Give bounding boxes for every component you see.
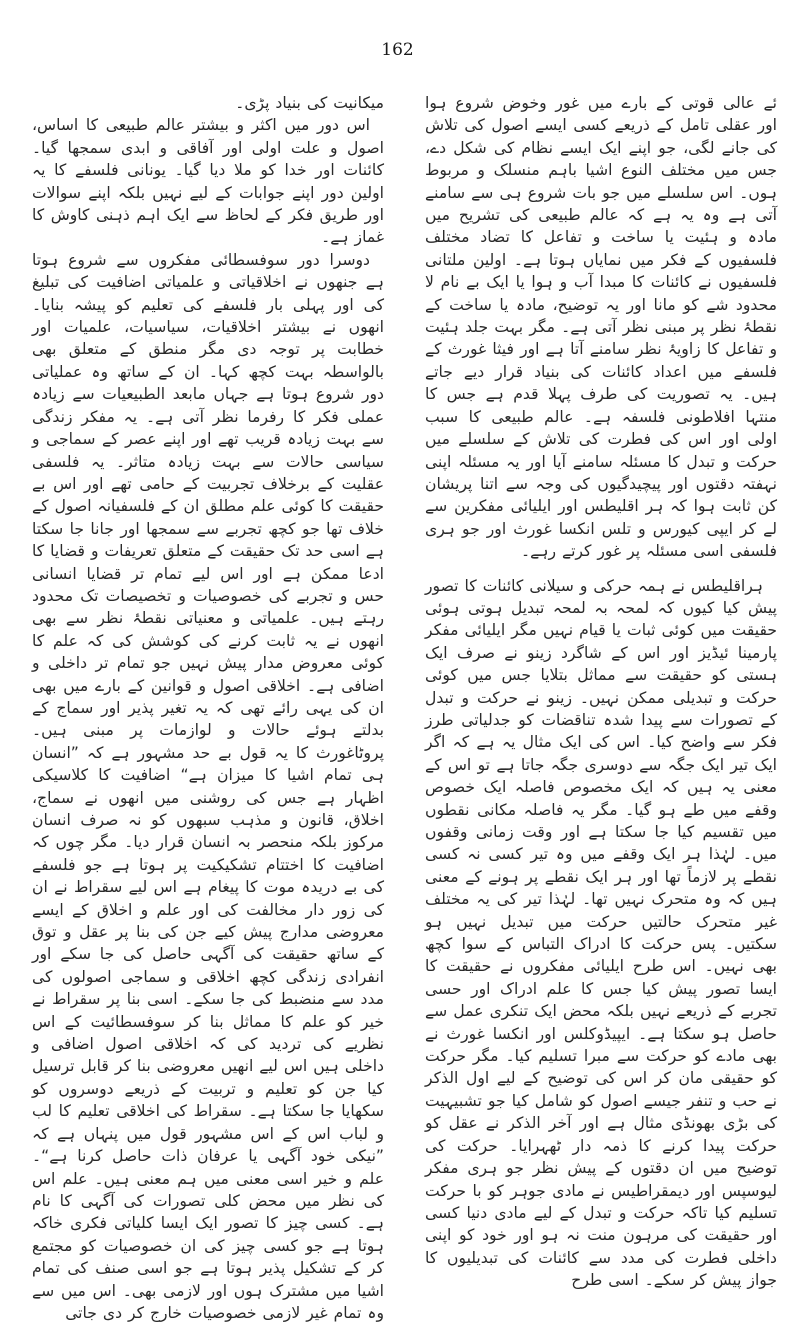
paragraph: میکانیت کی بنیاد پڑی۔ [235,94,384,112]
page-number: 162 [381,40,414,60]
paragraph: ہراقلیطس نے ہمہ حرکی و سیلانی کائنات کا تصور پیش کیا کیوں کہ لمحہ بہ لمحہ تبدیل ہوتی ہوئی حقیقت میں کوئی ثبات یا قیام نہیں مگر ایلیائی مفکر پارمینا ئیڈیز اور اس کے شاگرد زینو نے صرف ایک ہستی کو حقیقت سے مماثل بتلایا جس میں کوئی حرکت و تبدیلی ممکن نہیں۔ زینو نے حرکت و تبدل کے تصورات سے پیدا شدہ تناقضات کو جدلیاتی طرز فکر سے واضح کیا۔ اس کی ایک مثال یہ ہے کہ اگر ایک تیر ایک جگہ سے دوسری جگہ جاتا ہے تو اس کے معنی یہ ہیں کہ ایک مخصوص فاصلہ ایک خصوص وقفے میں طے ہو گیا۔ مگر یہ فاصلہ مکانی نقطوں میں تقسیم کیا جا سکتا ہے اور وقت زمانی وقفوں میں۔ لہٰذا ہر ایک وقفے میں وہ تیر کسی نہ کسی نقطے پر لازماً تھا اور ہر ایک نقطے پر ہونے کے معنی ہیں کہ وہ متحرک نہیں تھا۔ لہٰذا تیر کی یہ مختلف غیر متحرک حالتیں حرکت میں تبدیل نہیں ہو سکتیں۔ پس حرکت کا ادراک التباس کے سوا کچھ بھی نہیں۔ اس طرح ایلیائی مفکروں نے حقیقت کا ایسا تصور پیش کیا جس کا علم ادراک اور حسی تجربے کے ذریعے نہیں بلکہ محض ایک تنکری عمل سے حاصل ہو سکتا ہے۔ ایپیڈوکلس اور انکسا غورث نے بھی مادے کو حرکت سے مبرا تسلیم کیا۔ مگر حرکت کو حقیقی مان کر اس کی توضیح کے لیے اول الذکر نے حب و تنفر جیسے اصول کو شامل کیا جو تشبیہیت کی بڑی بھونڈی مثال ہے اور آخر الذکر نے عقل کو حرکت پیدا کرنے کا ذمہ دار ٹھہرایا۔ حرکت کی توضیح میں ان دقتوں کے پیش نظر جو ہری مفکر لیوسپس اور دیمقراطیس نے مادی جوہر کو با حرکت تسلیم کیا تاکہ حرکت و تبدل کے لیے مادی دنیا کسی اور حقیقت کی مرہون منت نہ ہو اور خود کو اپنی داخلی فطرت کی مدد سے کائنات کی تبدیلیوں کا جواز پیش کر سکے۔ اسی طرح [425,576,777,1290]
paragraph: اس دور میں اکثر و بیشتر عالم طبیعی کا اساس، اصول و علت اولی اور آفاقی و ابدی سمجھا گیا۔ کائنات اور خدا کو ملا دیا گیا۔ یونانی فلسفے کا یہ اولین دور اپنے جوابات کے لیے نہیں بلکہ اپنے سوالات اور طریق فکر کے لحاظ سے ایک اہم ذہنی کاوش کا غماز ہے۔ [32,116,384,247]
text-column-right [425,92,777,1292]
paragraph: ئے عالی قوتی کے بارے میں غور وخوض شروع ہوا اور عقلی تامل کے ذریعے کسی ایسے اصول کی تلاش کی جانے لگی، جو اپنے ایک ایسے نظام کی شکل دے، جس میں مختلف النوع اشیا باہم منسلک و مربوط ہوں۔ اس سلسلے میں جو بات شروع ہی سے سامنے آتی ہے وہ یہ ہے کہ عالم طبیعی کی تشریح میں مادہ و ہئیت یا ساخت و تفاعل کا تضاد مختلف فلسفیوں کے فکر میں نمایاں ہوتا ہے۔ اولین ملتانی فلسفیوں نے کائنات کا مبدا آب و ہوا یا ایک بے نام لا محدود شے کو مانا اور یہ توضیح، مادہ یا ساخت کے نقطۂ نظر پر مبنی نظر آتی ہے۔ مگر بہت جلد ہئیت و تفاعل کا زاویۂ نظر سامنے آتا ہے اور فیثا غورث کے فلسفے میں اعداد کائنات کی بنیاد قرار دیے جاتے ہیں۔ یہ تصوریت کی طرف پہلا قدم ہے جس کا منتہا افلاطونی فلسفہ ہے۔ عالم طبیعی کا سبب اولی اور اس کی فطرت کی تلاش کے سلسلے میں حرکت و تبدل کا مسئلہ سامنے آیا اور یہ مسئلہ اپنی نہفتہ دقتوں اور پیچیدگیوں کی وجہ سے اتنا پریشان کن ثابت ہوا کہ ہر اقلیطس اور ایلیائی مفکرین سے لے کر ایپی کیورس و تلس انکسا غورث اور جو ہری فلسفی اسی مسئلہ پر غور کرتے رہے۔ [425,94,777,561]
paragraph: دوسرا دور سوفسطائی مفکروں سے شروع ہوتا ہے جنھوں نے اخلاقیاتی و علمیاتی اضافیت کی تبلیغ کی اور پہلی بار فلسفے کی تعلیم کو پیشہ بنایا۔ انھوں نے بیشتر اخلاقیات، سیاسیات، علمیات اور خطابت پر توجہ دی مگر منطق کے متعلق بھی بالواسطہ بہت کچھ کہا۔ ان کے ساتھ وہ عملیاتی دور شروع ہوتا ہے جہاں مابعد الطبیعیات سے زیادہ عملی فکر کا رفرما نظر آتی ہے۔ یہ مفکر زندگی سے بہت زیادہ قریب تھے اور اپنے عصر کے سماجی و سیاسی حالات سے بہت زیادہ متاثر۔ یہ فلسفی عقلیت کے برخلاف تجربیت کے حامی تھے اور اس بے حقیقت کا کوئی علم مطلق ان کے فلسفیانہ اصول کے خلاف تھا جو کچھ تجربے سے سمجھا اور جانا جا سکتا ہے اسی حد تک حقیقت کے متعلق تعریفات و قضایا کا ادعا ممکن ہے اور اس لیے تمام تر قضایا انسانی حس و تجربے کی خصوصیات و تخصیصات تک محدود رہتے ہیں۔ علمیاتی و معنیاتی نقطۂ نظر سے بھی انھوں نے یہ ثابت کرنے کی کوشش کی کہ علم کا کوئی معروض مدار پیش نہیں جو تمام تر داخلی و اضافی ہے۔ اخلاقی اصول و قوانین کے بارے میں بھی ان کی یہی رائے تھی کہ یہ تغیر پذیر اور سماج کے بدلتے ہوئے حالات و لوازمات پر مبنی ہیں۔ پروٹاغورث کا یہ قول بے حد مشہور ہے کہ ”انسان ہی تمام اشیا کا میزان ہے“ اضافیت کا کلاسیکی اظہار ہے جس کی روشنی میں انھوں نے سماج، اخلاق، قانون و مذہب سبھوں کو نہ صرف انسان مرکوز بلکہ منحصر بہ انسان قرار دیا۔ مگر چوں کہ اضافیت کا اختتام تشکیکیت پر ہوتا ہے جو فلسفے کی بے دریدہ موت کا پیغام ہے اس لیے سقراط نے ان کی زور دار مخالفت کی اور علم و اخلاق کے ایسے معروضی مدارج پیش کیے جن کی بنا پر عقل و توق کے ساتھ حقیقت کی آگہی حاصل کی جا سکے اور انفرادی زندگی کچھ اخلاقی و سماجی اصولوں کی مدد سے منضبط کی جا سکے۔ اسی بنا پر سقراط نے خیر کو علم کا مماثل بنا کر سوفسطائیت کے اس نظریے کی تردید کی کہ اخلاقی اصول اضافی و داخلی ہیں اس لیے انھیں معروضی بنا کر قابل ترسیل کیا جن کو تعلیم و تربیت کے ذریعے دوسروں کو سکھایا جا سکتا ہے۔ سقراط کی اخلاقی تعلیم کا لب و لباب اس کے اس مشہور قول میں پنہاں ہے کہ ”نیکی خود آگہی یا عرفان ذات حاصل کرنا ہے“۔ علم و خیر اسی معنی میں ہم معنی ہیں۔ علم اس کی نظر میں محض کلی تصورات کی آگہی کا نام ہے۔ کسی چیز کا تصور ایک ایسا کلیاتی فکری خاکہ ہوتا ہے جو کسی چیز کی ان خصوصیات کو مجتمع کر کے تشکیل پذیر ہوتا ہے جو اسی صنف کی تمام اشیا میں مشترک ہوں اور لازمی بھی۔ اس میں سے وہ تمام غیر لازمی خصوصیات خارج کر دی جاتی [32,250,384,1322]
text-column-left [32,92,384,1324]
